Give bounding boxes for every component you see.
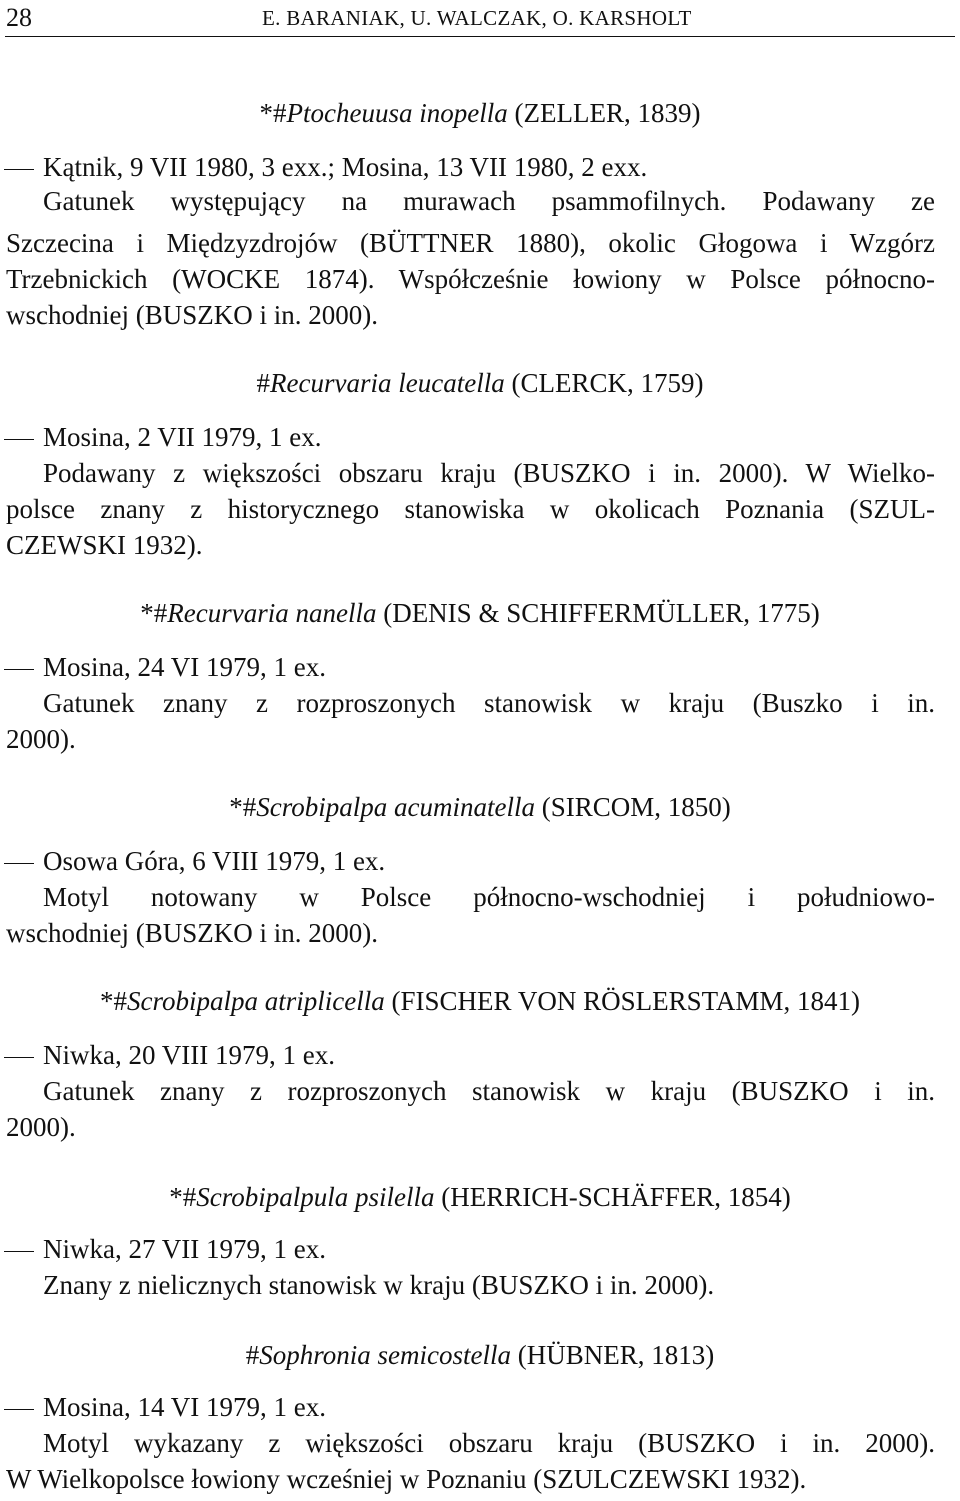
paragraph-line: CZEWSKI 1932). [6,530,203,560]
species-heading [0,984,960,1018]
record-line [0,1390,960,1424]
species-authority: (ZELLER, 1839) [514,98,701,128]
paragraph-line: Gatunek występujący na murawach psammofilnych. Podawany ze [43,186,935,216]
record-text: Mosina, 24 VI 1979, 1 ex. [43,652,326,682]
species-heading [0,96,960,130]
record-dash [4,863,34,864]
record-dash [4,439,34,440]
record-dash [4,1251,34,1252]
page-number: 28 [6,3,32,32]
paragraph-line: Gatunek znany z rozproszonych stanowisk w kraju (Buszko i in. [43,688,935,718]
record-dash [4,1057,34,1058]
species-heading [0,596,960,630]
paragraph-line: 2000). [6,1112,76,1142]
paragraph-line: wschodniej (BUSZKO i in. 2000). [6,300,378,330]
species-authority: (HÜBNER, 1813) [517,1340,715,1370]
record-text: Niwka, 27 VII 1979, 1 ex. [43,1234,326,1264]
species-name: Scrobipalpa atriplicella [127,986,385,1016]
paragraph-line: Motyl notowany w Polsce północno-wschodniej i południowo- [43,882,935,912]
paragraph-line: Szczecina i Międzyzdrojów (BÜTTNER 1880), okolic Głogowa i Wzgórz [6,228,935,258]
record-line [0,150,960,184]
species-prefix: *# [169,1182,197,1212]
species-name: Recurvaria leucatella [270,368,505,398]
paragraph-line: wschodniej (BUSZKO i in. 2000). [6,918,378,948]
running-head-authors: E. BARANIAK, U. WALCZAK, O. KARSHOLT [262,6,692,30]
species-prefix: # [245,1340,260,1370]
paragraph-line: Znany z nielicznych stanowisk w kraju (BUSZKO i in. 2000). [43,1270,715,1300]
species-name: Sophronia semicostella [259,1340,511,1370]
header-rule [5,36,955,37]
species-heading [0,790,960,824]
species-name: Scrobipalpula psilella [196,1182,435,1212]
species-name: Scrobipalpa acuminatella [256,792,535,822]
record-line [0,1038,960,1072]
record-text: Niwka, 20 VIII 1979, 1 ex. [43,1040,335,1070]
paragraph-line: 2000). [6,724,76,754]
paragraph-line: Motyl wykazany z większości obszaru kraju (BUSZKO i in. 2000). [43,1428,935,1458]
species-prefix: *# [100,986,128,1016]
record-text: Mosina, 2 VII 1979, 1 ex. [43,422,322,452]
record-line [0,650,960,684]
record-line [0,1232,960,1266]
species-authority: (HERRICH-SCHÄFFER, 1854) [441,1182,791,1212]
species-authority: (SIRCOM, 1850) [541,792,731,822]
species-authority: (FISCHER VON RÖSLERSTAMM, 1841) [391,986,860,1016]
paragraph-line: polsce znany z historycznego stanowiska w okolicach Poznania (SZUL- [6,494,935,524]
record-text: Kątnik, 9 VII 1980, 3 exx.; Mosina, 13 VII 1980, 2 exx. [43,152,648,182]
paragraph-line: W Wielkopolsce łowiony wcześniej w Poznaniu (SZULCZEWSKI 1932). [6,1464,807,1494]
record-line [0,420,960,454]
species-heading [0,366,960,400]
record-text: Mosina, 14 VI 1979, 1 ex. [43,1392,326,1422]
species-authority: (DENIS & SCHIFFERMÜLLER, 1775) [383,598,820,628]
record-dash [4,169,34,170]
record-dash [4,1409,34,1410]
species-name: Recurvaria nanella [167,598,377,628]
species-prefix: # [256,368,271,398]
record-line [0,844,960,878]
species-prefix: *# [259,98,287,128]
record-dash [4,669,34,670]
species-heading [0,1338,960,1372]
paragraph-line: Trzebnickich (WOCKE 1874). Współcześnie łowiony w Polsce północno- [6,264,935,294]
record-text: Osowa Góra, 6 VIII 1979, 1 ex. [43,846,386,876]
species-prefix: *# [140,598,168,628]
species-authority: (CLERCK, 1759) [511,368,704,398]
species-prefix: *# [229,792,257,822]
paragraph-line: Podawany z większości obszaru kraju (BUSZKO i in. 2000). W Wielko- [43,458,935,488]
species-name: Ptocheuusa inopella [286,98,508,128]
species-heading [0,1180,960,1214]
paragraph-line: Gatunek znany z rozproszonych stanowisk w kraju (BUSZKO i in. [43,1076,935,1106]
